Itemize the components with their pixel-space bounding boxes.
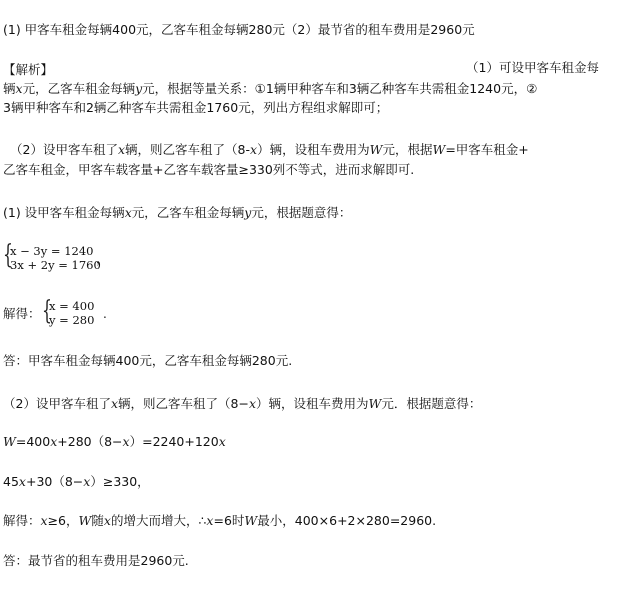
analysis-header: 【解析】 — [3, 62, 54, 77]
answer-line: (1) 甲客车租金每辆400元，乙客车租金每辆280元（2）最节省的租车费用是2960元 — [3, 22, 475, 37]
answer-1: 答：甲客车租金每辆400元，乙客车租金每辆280元. — [3, 353, 293, 368]
solved-label: 解得： — [3, 306, 41, 321]
w-equation: W=400x+280（8−x）=2240+120x — [3, 434, 226, 449]
analysis-p1-line3: 3辆甲种客车和2辆乙种客车共需租金1760元，列出方程组求解即可； — [3, 100, 389, 115]
system-eq2: 3x + 2y = 1760 — [10, 258, 101, 272]
analysis-p1-line2: 辆x元，乙客车租金每辆y元，根据等量关系：①1辆甲种客车和3辆乙种客车共需租金1240元，② — [3, 81, 538, 96]
system-tail: ， — [96, 252, 109, 266]
result-line: 解得：x≥6，W随x的增大而增大，∴x=6时W最小，400×6+2×280=2960. — [3, 513, 437, 528]
system-eq1: x − 3y = 1240 — [10, 244, 94, 258]
inequality: 45x+30（8−x）≥330， — [3, 474, 150, 489]
solution-p1-line: (1) 设甲客车租金每辆x元，乙客车租金每辆y元，根据题意得： — [3, 205, 352, 220]
solution-p2-line: （2）设甲客车租了x辆，则乙客车租了（8−x）辆，设租车费用为W元．根据题意得： — [3, 396, 482, 411]
solved-tail: . — [103, 307, 107, 321]
solved-y: y = 280 — [49, 313, 95, 327]
solved-brace: { — [42, 296, 52, 326]
answer-2: 答：最节省的租车费用是2960元. — [3, 553, 189, 568]
analysis-p2-line2: 乙客车租金，甲客车载客量+乙客车载客量≥330列不等式，进而求解即可. — [3, 162, 415, 177]
analysis-p1-tail: （1）可设甲客车租金每 — [466, 60, 599, 75]
system-brace: { — [3, 240, 13, 270]
solved-x: x = 400 — [49, 299, 95, 313]
analysis-p2-line1: （2）设甲客车租了x辆，则乙客车租了（8-x）辆，设租车费用为W元，根据W=甲客车租金+ — [10, 142, 529, 157]
